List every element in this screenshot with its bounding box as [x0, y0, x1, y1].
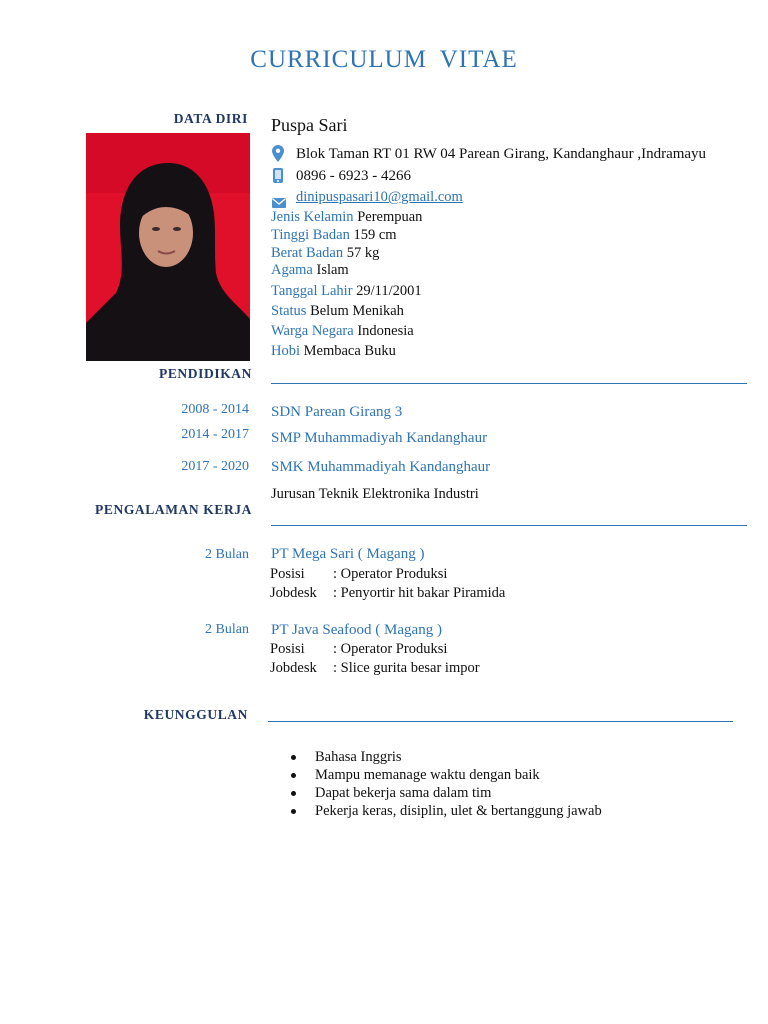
- section-data-diri-heading: DATA DIRI: [173, 111, 248, 126]
- experience-posisi-label: Posisi: [270, 641, 305, 657]
- advantages-list: [288, 748, 602, 820]
- field-berat-badan: [271, 245, 379, 262]
- list-item: [288, 748, 602, 766]
- experience-jobdesk-label: Jobdesk: [270, 585, 317, 601]
- field-value: Islam: [316, 262, 349, 278]
- bullet-icon: [291, 755, 296, 760]
- field-value: Belum Menikah: [310, 303, 404, 319]
- education-school: SDN Parean Girang 3: [271, 404, 403, 420]
- field-value: Membaca Buku: [303, 343, 396, 359]
- field-label: Tinggi Badan: [271, 227, 350, 243]
- location-pin-icon: [272, 145, 284, 167]
- experience-company: PT Java Seafood ( Magang ): [271, 622, 442, 638]
- experience-jobdesk: : Penyortir hit bakar Piramida: [333, 585, 506, 601]
- field-label: Berat Badan: [271, 245, 344, 261]
- page-title: CURRICULUM VITAE: [250, 46, 518, 73]
- section-pendidikan-heading: PENDIDIKAN: [158, 366, 252, 381]
- bullet-icon: [291, 809, 296, 814]
- profile-name: Puspa Sari: [271, 115, 348, 135]
- profile-email-link[interactable]: dinipuspasari10@gmail.com: [296, 189, 463, 205]
- field-hobi: [271, 343, 396, 360]
- section-divider: [271, 383, 747, 384]
- list-item: [288, 802, 602, 820]
- profile-address: Blok Taman RT 01 RW 04 Parean Girang, Kandanghaur ,Indramayu: [296, 146, 707, 162]
- experience-posisi: : Operator Produksi: [333, 566, 448, 582]
- experience-duration: 2 Bulan: [205, 547, 249, 562]
- field-label: Hobi: [271, 343, 300, 359]
- profile-photo: [86, 133, 250, 361]
- section-pengalaman-heading: PENGALAMAN KERJA: [95, 502, 252, 517]
- field-label: Warga Negara: [271, 323, 354, 339]
- education-years: 2014 - 2017: [181, 427, 249, 442]
- field-label: Tanggal Lahir: [271, 283, 353, 299]
- experience-posisi-label: Posisi: [270, 566, 305, 582]
- section-divider: [268, 721, 733, 722]
- list-item: [288, 784, 602, 802]
- education-school: SMP Muhammadiyah Kandanghaur: [271, 430, 488, 446]
- section-keunggulan-heading: KEUNGGULAN: [143, 707, 248, 722]
- education-years: 2017 - 2020: [181, 459, 249, 474]
- field-value: Perempuan: [357, 209, 423, 225]
- field-status: [271, 303, 404, 320]
- field-tanggal-lahir: [271, 283, 422, 300]
- list-item: [288, 766, 602, 784]
- experience-jobdesk-label: Jobdesk: [270, 660, 317, 676]
- field-value: Indonesia: [357, 323, 414, 339]
- education-note: Jurusan Teknik Elektronika Industri: [271, 486, 479, 502]
- section-divider: [271, 525, 747, 526]
- experience-jobdesk: : Slice gurita besar impor: [333, 660, 480, 676]
- list-item-text: Pekerja keras, disiplin, ulet & bertanggung jawab: [315, 803, 602, 819]
- profile-phone: 0896 - 6923 - 4266: [296, 168, 411, 184]
- field-value: 57 kg: [346, 245, 380, 261]
- experience-company: PT Mega Sari ( Magang ): [271, 546, 425, 562]
- phone-icon: [273, 168, 283, 188]
- experience-posisi: : Operator Produksi: [333, 641, 448, 657]
- field-warga-negara: [271, 323, 414, 340]
- bullet-icon: [291, 773, 296, 778]
- list-item-text: Bahasa Inggris: [315, 749, 402, 765]
- list-item-text: Mampu memanage waktu dengan baik: [315, 767, 540, 783]
- field-value: 159 cm: [353, 227, 397, 243]
- field-agama: [271, 262, 349, 279]
- field-tinggi-badan: [271, 227, 397, 244]
- experience-duration: 2 Bulan: [205, 622, 249, 637]
- education-years: 2008 - 2014: [181, 402, 249, 417]
- field-value: 29/11/2001: [356, 283, 422, 299]
- list-item-text: Dapat bekerja sama dalam tim: [315, 785, 492, 801]
- field-jenis-kelamin: [271, 209, 422, 226]
- field-label: Status: [271, 303, 307, 319]
- education-school: SMK Muhammadiyah Kandanghaur: [271, 459, 491, 475]
- bullet-icon: [291, 791, 296, 796]
- field-label: Jenis Kelamin: [271, 209, 354, 225]
- field-label: Agama: [271, 262, 313, 278]
